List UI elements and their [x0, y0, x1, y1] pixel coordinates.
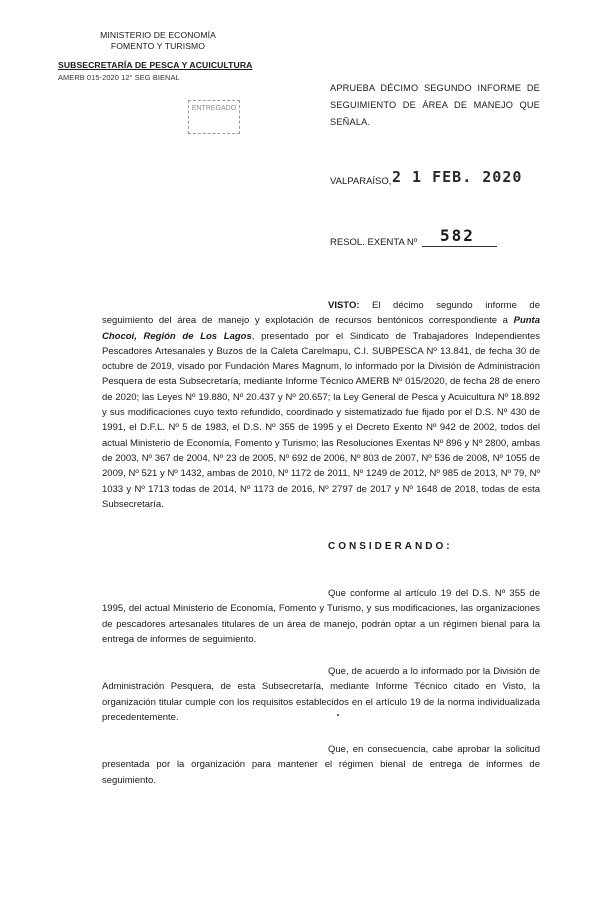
date-stamp: 2 1 FEB. 2020	[392, 168, 523, 186]
visto-paragraph	[102, 298, 540, 512]
resolution-number: 582	[440, 226, 475, 245]
considerando-heading: CONSIDERANDO:	[328, 541, 453, 552]
considerando-3: Que, en consecuencia, cabe aprobar la solicitud presentada por la organización para mantener el régimen bienal de entrega de informes de seguimiento.	[102, 744, 540, 786]
subsecretaria-name: SUBSECRETARÍA DE PESCA Y ACUICULTURA	[58, 60, 253, 70]
stamp-text: ENTREGADO	[191, 105, 237, 112]
resolution-label: RESOL. EXENTA Nº	[330, 237, 418, 248]
ministry-line-2: FOMENTO Y TURISMO	[110, 41, 206, 51]
visto-label: VISTO:	[328, 300, 360, 311]
letterhead	[88, 30, 228, 52]
resolution-number-line	[422, 246, 497, 247]
ministry-line-1: MINISTERIO DE ECONOMÍA	[100, 30, 216, 40]
reference-code: AMERB 015-2020 12° SEG BIENAL	[58, 73, 180, 82]
visto-text-a: El décimo segundo informe de seguimiento del área de manejo y explotación de recursos bentónicos correspondiente a	[102, 300, 540, 327]
area-name: Punta Chocoi, Región de Los Lagos	[102, 315, 540, 342]
visto-text-b: , presentado por el Sindicato de Trabajadores Independientes Pescadores Artesanales y Buzos de la Caleta Carelmapu, C.I. SUBPESCA Nº 13.841, de fecha 30 de octubre de 2019, visado por Fundación Mares Magnum, lo informado por la División de Administración Pesquera de esta Subsecretaría, mediante Informe Técnico AMERB Nº 015/2020, de fecha 28 de enero de 2020; las Leyes Nº 19.880, Nº 20.437 y Nº 20.657; la Ley General de Pesca y Acuicultura Nº 18.892 y sus modificaciones cuyo texto refundido, coordinado y sistematizado fue fijado por el D.S. Nº 430 de 1991, el D.F.L. Nº 5 de 1983, el D.S. Nº 355 de 1995 y el Decreto Exento Nº 942 de 2002, todos del actual Ministerio de Economía, Fomento y Turismo; las Resoluciones Exentas Nº 896 y Nº 2800, ambas de 2003, Nº 367 de 2004, Nº 23 de 2005, Nº 692 de 2006, Nº 803 de 2007, Nº 536 de 2008, Nº 1055 de 2009, Nº 521 y Nº 1432, ambas de 2010, Nº 1172 de 2011, Nº 1249 de 2012, Nº 985 de 2013, Nº 79, Nº 1033 y Nº 1713 todas de 2014, Nº 1173 de 2016, Nº 2797 de 2017 y Nº 1648 de 2018, todas de esta Subsecretaría.	[102, 330, 540, 510]
considerando-1: Que conforme al artículo 19 del D.S. Nº 355 de 1995, del actual Ministerio de Economía, Fomento y Turismo, y sus modificaciones, las organizaciones de pescadores artesanales titulares de un área de manejo, podrán optar a un régimen bienal para la entrega de informes de seguimiento.	[102, 588, 540, 645]
place-label: VALPARAÍSO,	[330, 176, 392, 187]
considerando-2: Que, de acuerdo a lo informado por la División de Administración Pesquera, de esta Subsecretaría, mediante Informe Técnico citado en Visto, la organización titular cumple con los requisitos establecidos en el artículo 19 de la norma individualizada precedentemente.	[102, 666, 540, 723]
ink-dot	[337, 714, 339, 716]
received-stamp	[188, 100, 240, 134]
resolution-subject: APRUEBA DÉCIMO SEGUNDO INFORME DE SEGUIMIENTO DE ÁREA DE MANEJO QUE SEÑALA.	[330, 83, 540, 127]
